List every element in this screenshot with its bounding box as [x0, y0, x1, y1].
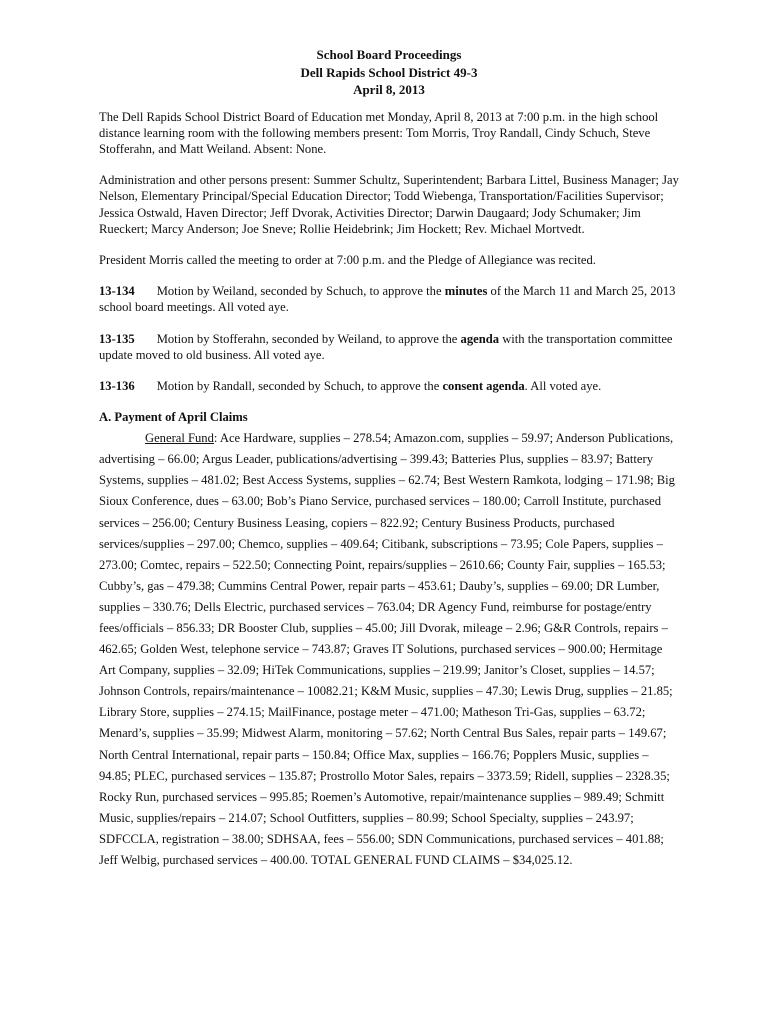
document-title	[99, 46, 679, 99]
motion-13-136	[99, 378, 679, 394]
motion-text-end: with the transportation committee update moved to old business. All voted aye.	[99, 331, 673, 362]
title-line-district: Dell Rapids School District 49-3	[300, 64, 478, 80]
motion-text: Motion by Randall, seconded by Schuch, to approve the	[156, 378, 443, 393]
motion-text-end: . All voted aye.	[524, 378, 602, 393]
motion-keyword: agenda	[460, 331, 500, 346]
motion-number: 13-134	[99, 284, 135, 299]
motion-13-134	[99, 283, 679, 315]
call-to-order-paragraph: President Morris called the meeting to order at 7:00 p.m. and the Pledge of Allegiance was recited.	[99, 252, 596, 267]
motion-number: 13-136	[99, 378, 135, 393]
motion-keyword: consent agenda	[442, 378, 525, 393]
motion-text: Motion by Stofferahn, seconded by Weiland, to approve the	[156, 331, 461, 346]
title-line-proceedings: School Board Proceedings	[316, 47, 462, 62]
title-line-date: April 8, 2013	[353, 82, 425, 97]
motion-keyword: minutes	[444, 284, 488, 299]
document-page	[99, 46, 679, 871]
general-fund-label: General Fund	[145, 431, 214, 446]
motion-text: Motion by Weiland, seconded by Schuch, to approve the	[156, 284, 445, 299]
motion-13-135	[99, 331, 679, 363]
section-a-heading: A. Payment of April Claims	[99, 410, 248, 425]
claims-list: : Ace Hardware, supplies – 278.54; Amazon.com, supplies – 59.97; Anderson Publications, advertising – 66.00; Argus Leader, publications/advertising – 399.43; Batteries Plus, supplies – 83.97; Battery Systems, supplies – 481.02; Best Access Systems, supplies – 62.74; Best Western Ramkota, lodging – 171.98; Big Sioux Conference, dues – 63.00; Bob’s Piano Service, purchased services – 180.00; Carroll Institute, purchased services – 256.00; Century Business Leasing, copiers – 822.92; Century Business Products, purchased services/supplies – 297.00; Chemco, supplies – 409.64; Citibank, subscriptions – 73.95; Cole Papers, supplies – 273.00; Comtec, repairs – 522.50; Connecting Point, repairs/supplies – 2610.66; County Fair, supplies – 165.53; Cubby’s, gas – 479.38; Cummins Central Power, repair parts – 453.61; Dauby’s, supplies – 69.00; DR Lumber, supplies – 330.76; Dells Electric, purchased services – 763.04; DR Agency Fund, reimburse for postage/entry fees/officials – 856.33; DR Booster Club, supplies – 45.00; Jill Dvorak, mileage – 2.96; G&R Controls, repairs – 462.65; Golden West, telephone service – 743.87; Graves IT Solutions, purchased services – 900.00; Hermitage Art Company, supplies – 32.09; HiTek Communications, supplies – 219.99; Janitor’s Closet, supplies – 14.57; Johnson Controls, repairs/maintenance – 10082.21; K&M Music, supplies – 47.30; Lewis Drug, supplies – 21.85; Library Store, supplies – 274.15; MailFinance, postage meter – 471.00; Matheson Tri-Gas, supplies – 63.72; Menard’s, supplies – 35.99; Midwest Alarm, monitoring – 57.62; North Central Bus Sales, repair parts – 149.67; North Central International, repair parts – 150.84; Office Max, supplies – 166.76; Popplers Music, supplies – 94.85; PLEC, purchased services – 135.87; Prostrollo Motor Sales, repairs – 3373.59; Ridell, supplies – 2328.35; Rocky Run, purchased services – 995.85; Roemen’s Automotive, repair/maintenance supplies – 989.49; Schmitt Music, supplies/repairs – 214.07; School Outfitters, supplies – 80.99; School Specialty, supplies – 243.97; SDFCCLA, registration – 38.00; SDHSAA, fees – 556.00; SDN Communications, purchased services – 401.88; Jeff Welbig, purchased services – 400.00. TOTAL GENERAL FUND CLAIMS – $34,025.12.	[99, 431, 675, 868]
attendees-paragraph: Administration and other persons present: Summer Schultz, Superintendent; Barbara Littel, Business Manager; Jay Nelson, Elementary Principal/Special Education Director; Todd Wiebenga, Transportation/Facilities Supervisor; Jessica Ostwald, Haven Director; Jeff Dvorak, Activities Director; Darwin Daugaard; Jody Schumaker; Jim Rueckert; Marcy Anderson; Joe Sneve; Rollie Heidebrink; Jim Hockett; Rev. Michael Mortvedt.	[99, 173, 679, 236]
intro-paragraph: The Dell Rapids School District Board of Education met Monday, April 8, 2013 at 7:00 p.m. in the high school distance learning room with the following members present: Tom Morris, Troy Randall, Cindy Schuch, Steve Stofferahn, and Matt Weiland. Absent: None.	[99, 109, 659, 156]
motion-number: 13-135	[99, 331, 135, 346]
motion-text-end: of the March 11 and March 25, 2013 school board meetings. All voted aye.	[99, 284, 676, 315]
general-fund-claims	[99, 428, 679, 871]
